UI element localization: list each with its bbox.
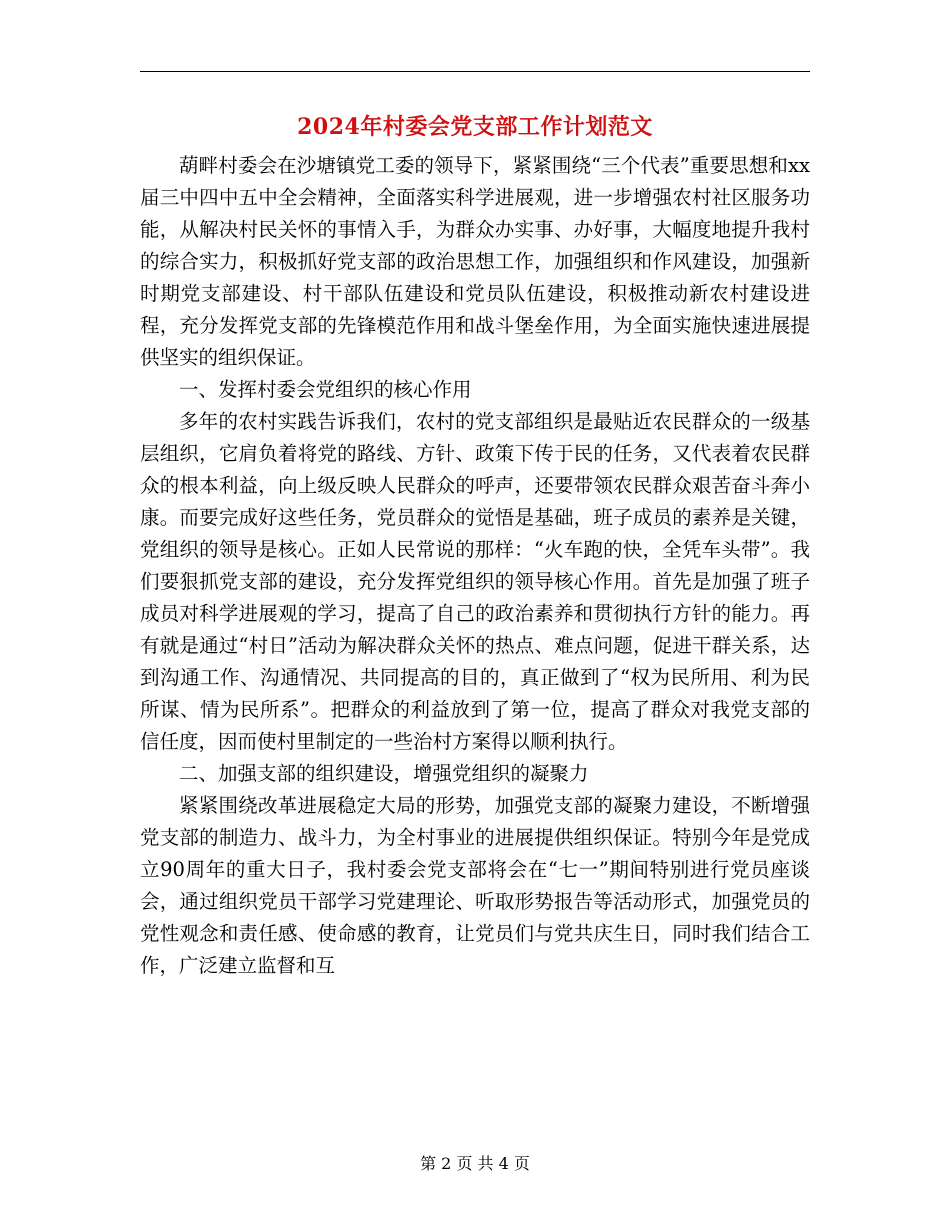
- document-body: [140, 150, 810, 982]
- section-heading-1: 一、发挥村委会党组织的核心作用: [179, 378, 472, 401]
- intro-paragraph: 葫畔村委会在沙塘镇党工委的领导下，紧紧围绕“三个代表”重要思想和xx届三中四中五中全会精神，全面落实科学进展观，进一步增强农村社区服务功能，从解决村民关怀的事情入手，为群众办实事、办好事，大幅度地提升我村的综合实力，积极抓好党支部的政治思想工作，加强组织和作风建设，加强新时期党支部建设、村干部队伍建设和党员队伍建设，积极推动新农村建设进程，充分发挥党支部的先锋模范作用和战斗堡垒作用，为全面实施快速进展提供坚实的组织保证。: [140, 154, 810, 369]
- header-rule: [140, 71, 810, 72]
- page-number-footer: 第 2 页 共 4 页: [420, 1154, 530, 1173]
- section-2-paragraph: 紧紧围绕改革进展稳定大局的形势，加强党支部的凝聚力建设，不断增强党支部的制造力、战斗力，为全村事业的进展提供组织保证。特别今年是党成立90周年的重大日子，我村委会党支部将会在“七一”期间特别进行党员座谈会，通过组织党员干部学习党建理论、听取形势报告等活动形式，加强党员的党性观念和责任感、使命感的教育，让党员们与党共庆生日，同时我们结合工作，广泛建立监督和互: [140, 794, 810, 977]
- document-title: 2024年村委会党支部工作计划范文: [297, 114, 653, 140]
- section-heading-2: 二、加强支部的组织建设，增强党组织的凝聚力: [179, 762, 589, 785]
- section-1-paragraph: 多年的农村实践告诉我们，农村的党支部组织是最贴近农民群众的一级基层组织，它肩负着将党的路线、方针、政策下传于民的任务，又代表着农民群众的根本利益，向上级反映人民群众的呼声，还要带领农民群众艰苦奋斗奔小康。而要完成好这些任务，党员群众的觉悟是基础，班子成员的素养是关键，党组织的领导是核心。正如人民常说的那样：“火车跑的快，全凭车头带”。我们要狠抓党支部的建设，充分发挥党组织的领导核心作用。首先是加强了班子成员对科学进展观的学习，提高了自己的政治素养和贯彻执行方针的能力。再有就是通过“村日”活动为解决群众关怀的热点、难点问题，促进干群关系，达到沟通工作、沟通情况、共同提高的目的，真正做到了“权为民所用、利为民所谋、情为民所系”。把群众的利益放到了第一位，提高了群众对我党支部的信任度，因而使村里制定的一些治村方案得以顺利执行。: [140, 410, 810, 753]
